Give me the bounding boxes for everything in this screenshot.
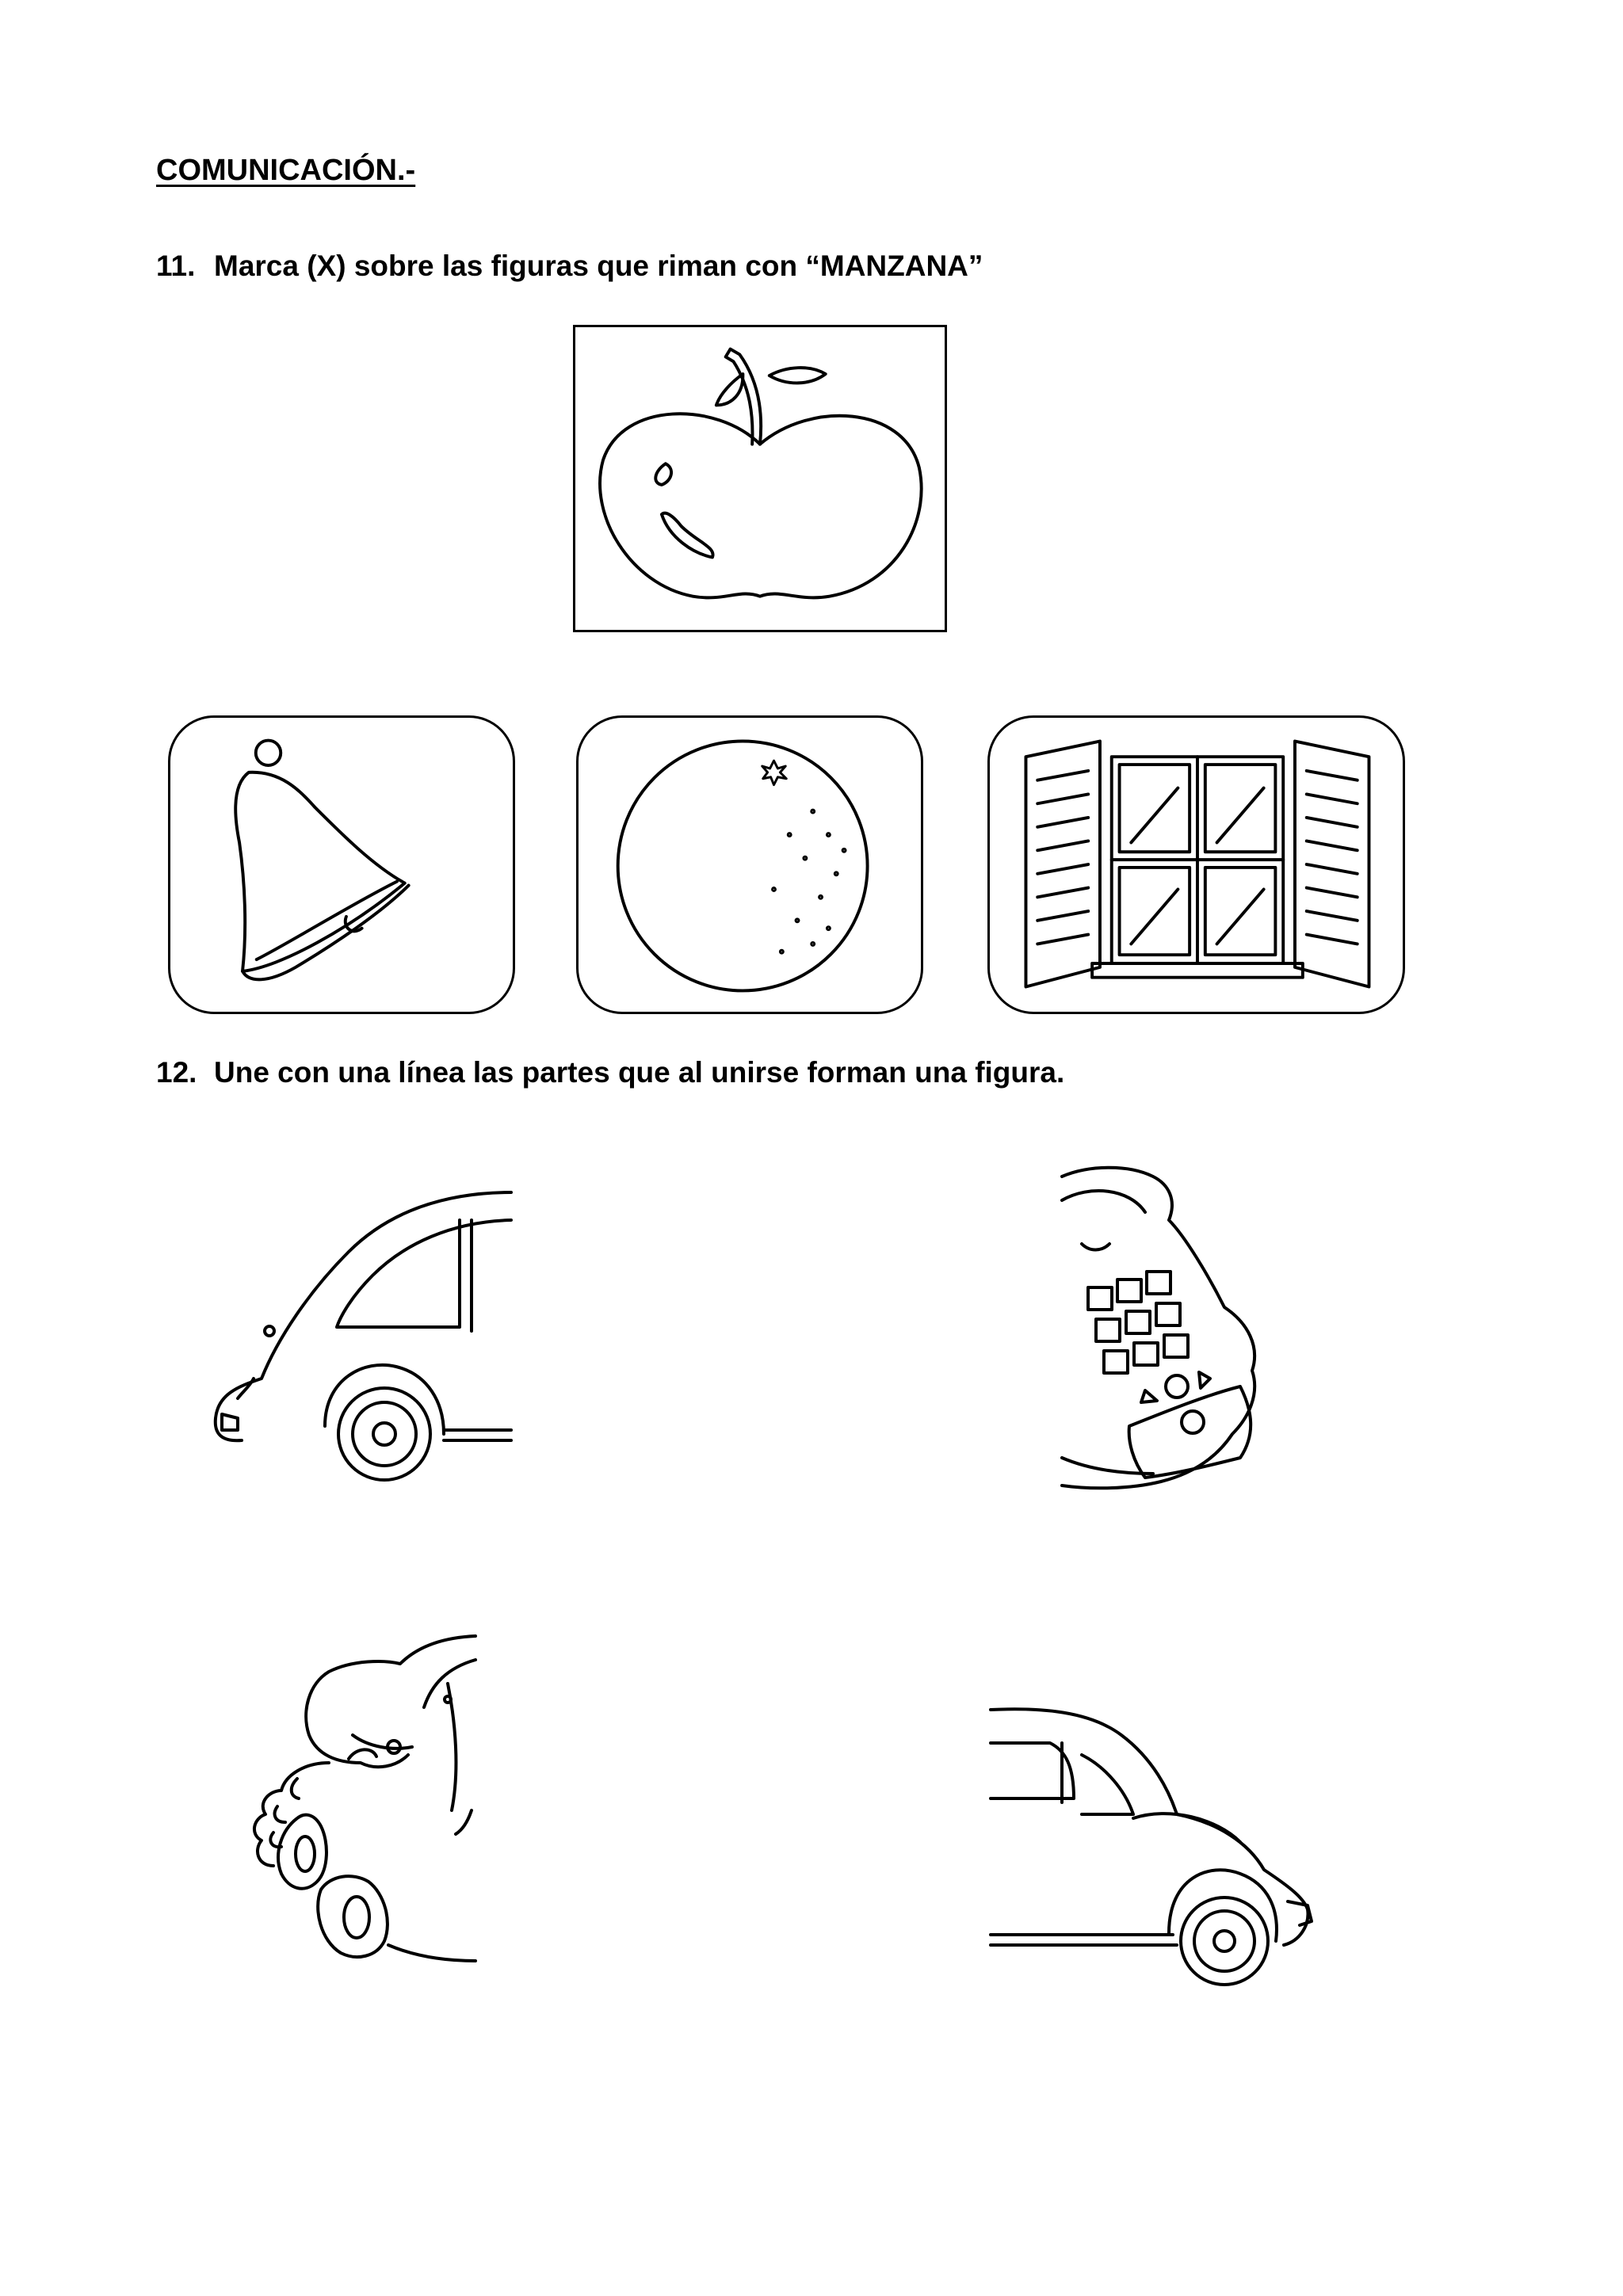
window-icon <box>990 718 1403 1012</box>
car-back-half-piece[interactable] <box>987 1703 1319 2012</box>
question-12-number: 12. <box>156 1056 197 1089</box>
question-11-number: 11. <box>156 250 196 282</box>
car-back-half-icon <box>987 1703 1319 2012</box>
bell-icon <box>170 718 513 1012</box>
section-title: COMUNICACIÓN.- <box>156 154 416 187</box>
car-front-half-icon <box>206 1188 515 1505</box>
option-orange-box[interactable] <box>576 715 923 1014</box>
question-12-text: Une con una línea las partes que al unirse forman una figura. <box>214 1056 1065 1089</box>
car-front-half-piece[interactable] <box>206 1188 515 1505</box>
option-window-box[interactable] <box>987 715 1405 1014</box>
question-11-text: Marca (X) sobre las figuras que riman con “MANZANA” <box>214 250 983 282</box>
phone-left-half-piece[interactable] <box>210 1628 479 2008</box>
question-12 <box>156 1058 1064 1087</box>
option-bell-box[interactable] <box>168 715 515 1014</box>
phone-right-half-icon <box>1058 1165 1296 1545</box>
phone-left-half-icon <box>210 1628 479 2008</box>
apple-reference-box <box>573 325 947 632</box>
phone-right-half-piece[interactable] <box>1058 1165 1296 1545</box>
apple-icon <box>575 327 945 630</box>
question-11 <box>156 251 983 280</box>
orange-icon <box>579 718 921 1012</box>
